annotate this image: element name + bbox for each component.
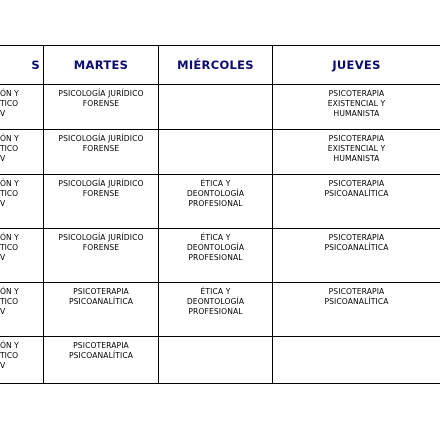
row-5-miercoles-cell <box>159 287 272 317</box>
course-name-line: HUMANISTA <box>333 154 380 163</box>
course-name-line: FORENSE <box>82 189 120 198</box>
left-fragment-line: TICO <box>0 99 19 108</box>
course-name-line: PSICOANALÍTICA <box>324 297 389 306</box>
row-2-left-fragment <box>0 134 40 164</box>
left-fragment-line: ÓN Y <box>0 233 19 242</box>
course-name-line: PROFESIONAL <box>188 199 243 208</box>
column-header-miercoles: MIÉRCOLES <box>177 58 254 72</box>
course-name-line: PROFESIONAL <box>188 253 243 262</box>
row-3-miercoles-cell <box>159 179 272 209</box>
left-fragment-line: TICO <box>0 243 19 252</box>
course-name-line: FORENSE <box>82 243 120 252</box>
left-fragment-line: ÓN Y <box>0 287 19 296</box>
course-name-line: FORENSE <box>82 99 120 108</box>
column-header-partial: S <box>31 58 40 72</box>
course-name-line: HUMANISTA <box>333 109 380 118</box>
row-3-martes-cell <box>44 179 158 199</box>
row-4-martes-cell <box>44 233 158 253</box>
course-name-line: PSICOANALÍTICA <box>68 297 134 306</box>
left-fragment-line: TICO <box>0 189 19 198</box>
table-border-bottom <box>0 383 440 384</box>
course-name-line: PSICOLOGÍA JURÍDICO <box>58 233 144 242</box>
course-name-line: DEONTOLOGÍA <box>186 243 245 252</box>
left-fragment-line: ÓN Y <box>0 341 19 350</box>
row-1-jueves-cell <box>273 89 440 119</box>
course-name-line: PROFESIONAL <box>188 307 243 316</box>
course-name-line: PSICOTERAPIA <box>328 233 385 242</box>
left-fragment-line: V <box>0 199 6 208</box>
course-name-line: EXISTENCIAL Y <box>327 99 386 108</box>
row-4-left-fragment <box>0 233 40 263</box>
left-fragment-line: V <box>0 307 6 316</box>
course-name-line: PSICOANALÍTICA <box>68 351 134 360</box>
course-name-line: PSICOTERAPIA <box>328 134 385 143</box>
course-name-line: FORENSE <box>82 144 120 153</box>
row-divider <box>0 228 440 229</box>
left-fragment-line: TICO <box>0 297 19 306</box>
row-divider <box>0 282 440 283</box>
left-fragment-line: V <box>0 109 6 118</box>
course-name-line: ÉTICA Y <box>200 179 231 188</box>
left-fragment-line: ÓN Y <box>0 134 19 143</box>
left-fragment-line: TICO <box>0 144 19 153</box>
row-5-jueves-cell <box>273 287 440 307</box>
course-name-line: PSICOTERAPIA <box>73 341 129 350</box>
row-4-jueves-cell <box>273 233 440 253</box>
left-fragment-line: ÓN Y <box>0 89 19 98</box>
header-divider <box>0 84 440 85</box>
course-name-line: ÉTICA Y <box>200 287 231 296</box>
row-1-martes-cell <box>44 89 158 109</box>
course-name-line: PSICOLOGÍA JURÍDICO <box>58 179 144 188</box>
course-name-line: PSICOTERAPIA <box>328 287 385 296</box>
course-name-line: ÉTICA Y <box>200 233 231 242</box>
course-name-line: PSICOANALÍTICA <box>324 189 389 198</box>
course-name-line: PSICOTERAPIA <box>328 89 385 98</box>
row-3-jueves-cell <box>273 179 440 199</box>
column-header-martes: MARTES <box>73 58 129 72</box>
row-divider <box>0 129 440 130</box>
course-name-line: PSICOLOGÍA JURÍDICO <box>58 89 144 98</box>
course-name-line: PSICOANALÍTICA <box>324 243 389 252</box>
course-name-line: DEONTOLOGÍA <box>186 297 245 306</box>
column-header-jueves: JUEVES <box>332 58 381 72</box>
left-fragment-line: ÓN Y <box>0 179 19 188</box>
row-2-jueves-cell <box>273 134 440 164</box>
course-name-line: PSICOTERAPIA <box>328 179 385 188</box>
row-6-martes-cell <box>44 341 158 361</box>
course-name-line: PSICOTERAPIA <box>73 287 129 296</box>
row-6-left-fragment <box>0 341 40 371</box>
left-fragment-line: V <box>0 154 6 163</box>
course-name-line: EXISTENCIAL Y <box>327 144 386 153</box>
column-divider <box>158 45 159 384</box>
left-fragment-line: V <box>0 253 6 262</box>
row-2-martes-cell <box>44 134 158 154</box>
row-divider <box>0 174 440 175</box>
left-fragment-line: V <box>0 361 6 370</box>
row-5-martes-cell <box>44 287 158 307</box>
row-4-miercoles-cell <box>159 233 272 263</box>
row-3-left-fragment <box>0 179 40 209</box>
course-name-line: DEONTOLOGÍA <box>186 189 245 198</box>
left-fragment-line: TICO <box>0 351 19 360</box>
row-divider <box>0 336 440 337</box>
row-5-left-fragment <box>0 287 40 317</box>
row-1-left-fragment <box>0 89 40 119</box>
course-name-line: PSICOLOGÍA JURÍDICO <box>58 134 144 143</box>
